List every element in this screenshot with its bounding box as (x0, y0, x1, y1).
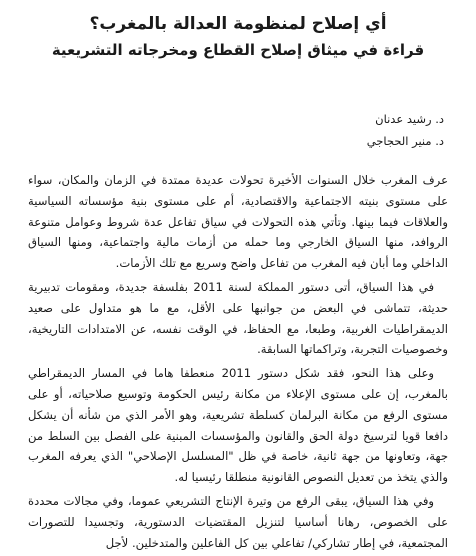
article-body (28, 170, 448, 556)
body-paragraph: عرف المغرب خلال السنوات الأخيرة تحولات عديدة ممتدة في الزمان والمكان، سواء على مستوى بنيته الاجتماعية والاقتصادية، أم على مستوى بنية مؤسساته السياسية والعلاقات فيما بينها. وتأتي هذه التحولات في سياق تفاعل عدة شروط وعوامل متنوعة الروافد، منها السياق الخارجي وما حمله من أزمات مالية واجتماعية، ومنها السياق الداخلي وما أبان فيه المغرب من تفاعل واضح وسريع مع تلك الأزمات. (28, 173, 448, 271)
title-block (40, 12, 436, 62)
article-title: أي إصلاح لمنظومة العدالة بالمغرب؟ (89, 14, 387, 34)
author-name: د. منير الحجاجي (366, 134, 444, 148)
body-paragraph: في هذا السياق، أتى دستور المملكة لسنة 2011 بفلسفة جديدة، ومقومات تدبيرية حديثة، تتماشى في البعض من جوانبها على الأقل، مع ما هو متداول على صعيد الديمقراطيات الغربية، وطبعا، مع الحفاظ، في الوقت نفسه، عن الامتدادات التاريخية، وخصوصيات التجربة، وتراكماتها السابقة. (28, 279, 448, 357)
author-name: د. رشيد عدنان (375, 112, 444, 126)
author-list (367, 108, 444, 152)
article-subtitle: قراءة في ميثاق إصلاح القطاع ومخرجاته التشريعية (51, 41, 425, 59)
body-paragraph: وعلى هذا النحو، فقد شكل دستور 2011 منعطفا هاما في المسار الديمقراطي بالمغرب، إن على مستوى الإعلاء من مكانة رئيس الحكومة وتوسيع صلاحياته، أو على مستوى الرفع من مكانة البرلمان كسلطة تشريعية، وهو الأمر الذي من شأنه أن يشكل دافعا قويا لترسيخ دولة الحق والقانون والمؤسسات المبنية على الفصل بين السلط من جهة، وتعاونها من جهة ثانية، خاصة في ظل "المسلسل الإصلاحي" الذي يعرفه المغرب والذي يتخذ من تعديل النصوص القانونية منطلقا رئيسيا له. (28, 366, 448, 485)
body-paragraph: وفي هذا السياق، يبقى الرفع من وتيرة الإنتاج التشريعي عموما، وفي مجالات محددة على الخصوص، رهانا أساسيا لتنزيل المقتضيات الدستورية، وتجسيدا للتصورات المجتمعية، في إطار تشاركي/ تفاعلي بين كل الفاعلين والمتدخلين. لأجل (28, 493, 448, 550)
